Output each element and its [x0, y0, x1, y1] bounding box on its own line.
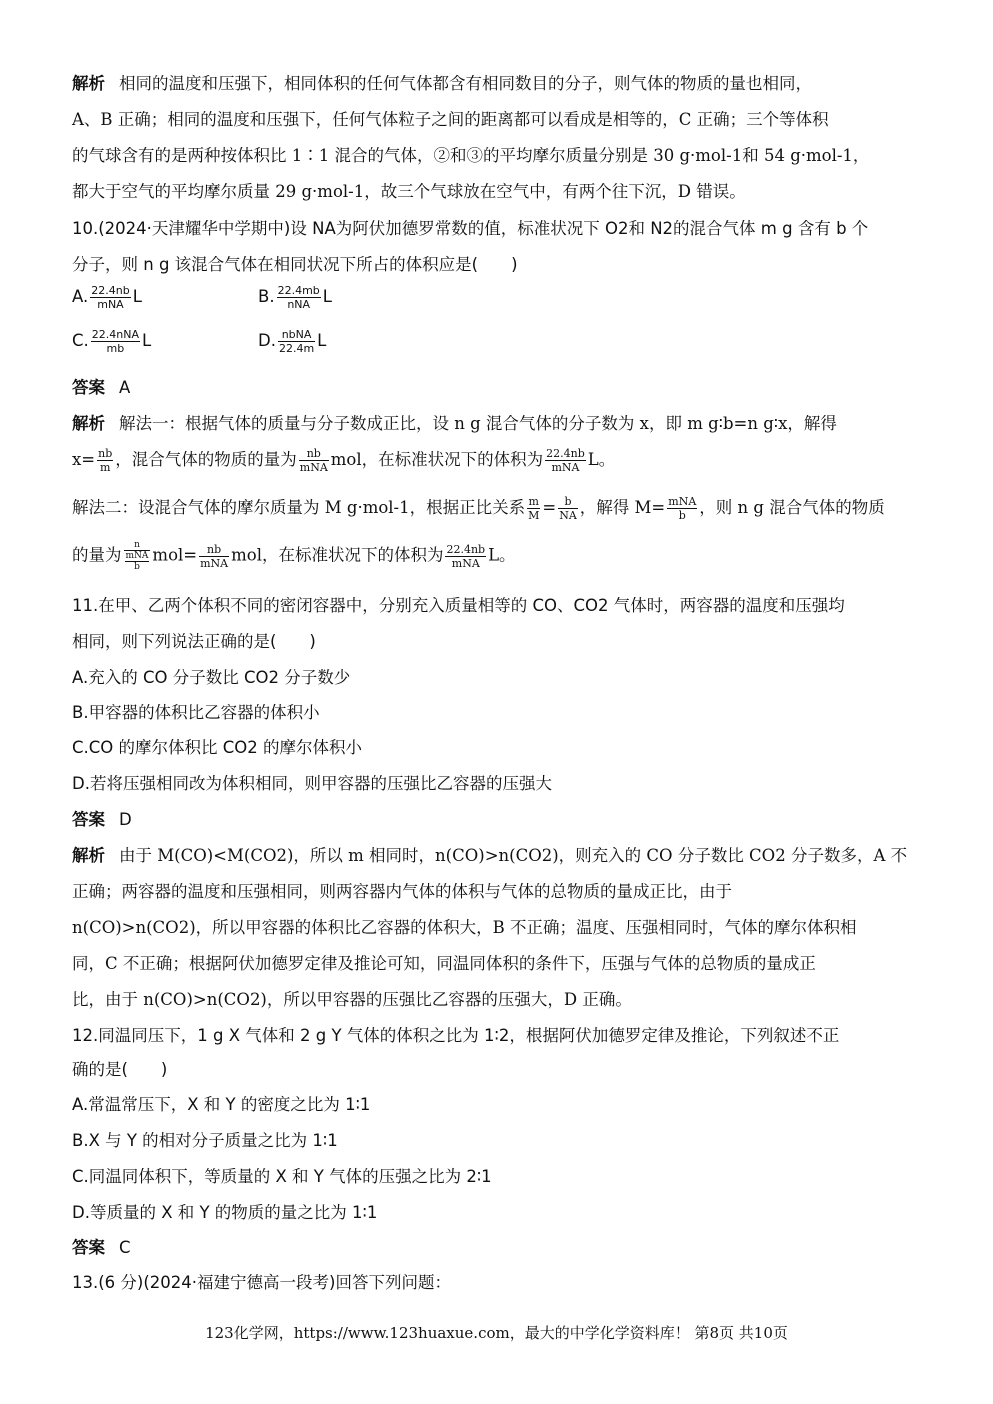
- q10-stem-line-2: 分子，则 n g 该混合气体在相同状况下所占的体积应是( ): [72, 255, 518, 274]
- q10-option-d: D. $\frac{\text{nbNA}}{22.4m}$ L: [258, 328, 327, 355]
- q11-option-d: D.若将压强相同改为体积相同，则甲容器的压强比乙容器的压强大: [72, 774, 552, 793]
- q11-analysis-line-4: 同，C 不正确；根据阿伏加德罗定律及推论可知，同温同体积的条件下，压强与气体的总物质的量成正: [72, 954, 816, 973]
- q10-option-a: A. $\frac{22.4nb}{\text{mNA}}$ L: [72, 284, 142, 311]
- q11-analysis-line-2: 正确；两容器的温度和压强相同，则两容器内气体的体积与气体的总物质的量成正比，由于: [72, 882, 732, 901]
- q9-analysis-line-4: 都大于空气的平均摩尔质量 29 g·mol-1，故三个气球放在空气中，有两个往下沉，D 错误。: [72, 182, 746, 201]
- q11-stem-line-1: 11.在甲、乙两个体积不同的密闭容器中，分别充入质量相等的 CO、CO2 气体时，两容器的温度和压强均: [72, 596, 845, 615]
- q12-option-a: A.常温常压下，X 和 Y 的密度之比为 1∶1: [72, 1095, 371, 1114]
- q9-analysis-line-3: 的气球含有的是两种按体积比 1∶1 混合的气体，②和③的平均摩尔质量分别是 30 g·mol-1和 54 g·mol-1，: [72, 146, 870, 165]
- q11-analysis-line-5: 比，由于 n(CO)>n(CO2)，所以甲容器的压强比乙容器的压强大，D 正确。: [72, 990, 632, 1009]
- q10-analysis-line-4: 的量为 $\frac{n}{\frac{\text{mNA}}{b}}$ mol= $\frac{nb}{\text{mNA}}$ mol，在标准状况下的体积为 $\frac{22.4nb}{\text{mNA}}$ L。: [72, 540, 516, 572]
- q11-answer: 答案 D: [72, 810, 132, 829]
- q12-stem-line-2: 确的是( ): [72, 1060, 168, 1079]
- q12-option-d: D.等质量的 X 和 Y 的物质的量之比为 1∶1: [72, 1203, 378, 1222]
- q10-stem-line-1: 10.(2024·天津耀华中学期中)设 NA为阿伏加德罗常数的值，标准状况下 O2和 N2的混合气体 m g 含有 b 个: [72, 219, 869, 238]
- q11-analysis-line-3: n(CO)>n(CO2)，所以甲容器的体积比乙容器的体积大，B 不正确；温度、压强相同时，气体的摩尔体积相: [72, 918, 857, 937]
- q10-analysis-line-3: 解法二：设混合气体的摩尔质量为 M g·mol-1，根据正比关系 $\frac{m}{M}$ = $\frac{b}{NA}$ ，解得 M= $\frac{\text{mNA}}{b}$ ，则 n g 混合气体的物质: [72, 495, 885, 522]
- q11-option-a: A.充入的 CO 分子数比 CO2 分子数少: [72, 668, 351, 687]
- q12-option-b: B.X 与 Y 的相对分子质量之比为 1∶1: [72, 1131, 338, 1150]
- q12-stem-line-1: 12.同温同压下，1 g X 气体和 2 g Y 气体的体积之比为 1∶2，根据阿伏加德罗定律及推论，下列叙述不正: [72, 1026, 840, 1045]
- analysis-label: 解析: [72, 74, 105, 93]
- q10-analysis-line-2: x= $\frac{nb}{m}$ ，混合气体的物质的量为 $\frac{nb}{\text{mNA}}$ mol，在标准状况下的体积为 $\frac{22.4nb}{\text{mNA}}$ L。: [72, 447, 616, 474]
- q10-option-c: C. $\frac{\text{22.4nNA}}{mb}$ L: [72, 328, 152, 355]
- q11-option-c: C.CO 的摩尔体积比 CO2 的摩尔体积小: [72, 738, 363, 757]
- q11-option-b: B.甲容器的体积比乙容器的体积小: [72, 703, 320, 722]
- q10-answer: 答案 A: [72, 378, 131, 397]
- q10-analysis-line-1: 解析 解法一：根据气体的质量与分子数成正比，设 n g 混合气体的分子数为 x，即 m g∶b=n g∶x，解得: [72, 414, 837, 433]
- q11-analysis-line-1: 解析 由于 M(CO)<M(CO2)，所以 m 相同时，n(CO)>n(CO2)，则充入的 CO 分子数比 CO2 分子数多，A 不: [72, 846, 908, 865]
- q11-stem-line-2: 相同，则下列说法正确的是( ): [72, 632, 316, 651]
- page-footer: 123化学网，https://www.123huaxue.com，最大的中学化学资料库！ 第8页 共10页: [205, 1324, 788, 1342]
- q10-option-b: B. $\frac{22.4mb}{\text{nNA}}$ L: [258, 284, 332, 311]
- q12-answer: 答案 C: [72, 1238, 131, 1257]
- q9-analysis-line-2: A、B 正确；相同的温度和压强下，任何气体粒子之间的距离都可以看成是相等的，C 正确；三个等体积: [72, 110, 829, 129]
- q12-option-c: C.同温同体积下，等质量的 X 和 Y 气体的压强之比为 2∶1: [72, 1167, 492, 1186]
- q13-stem-line-1: 13.(6 分)(2024·福建宁德高一段考)回答下列问题：: [72, 1273, 451, 1292]
- q9-analysis-line-1: 解析 相同的温度和压强下，相同体积的任何气体都含有相同数目的分子，则气体的物质的量也相同，: [72, 74, 812, 93]
